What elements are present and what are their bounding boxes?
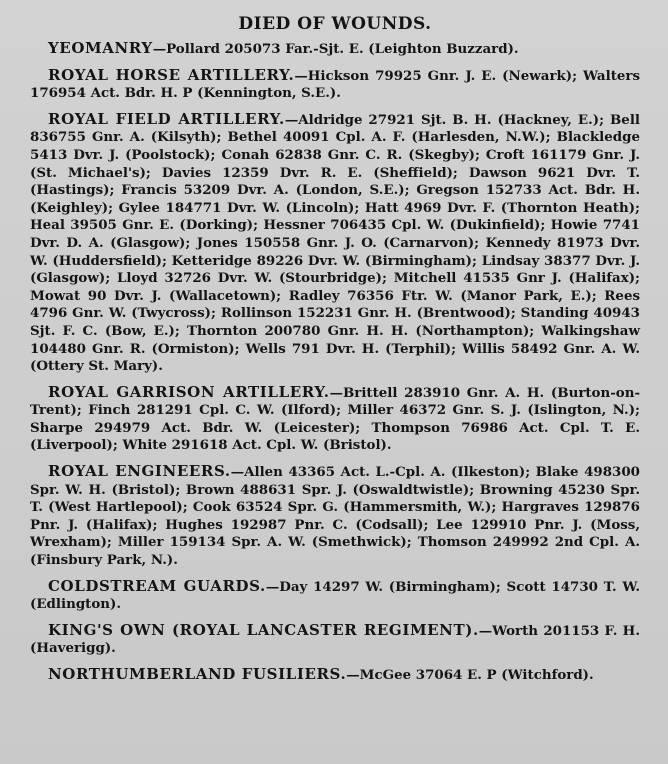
entry-yeomanry bbox=[30, 40, 640, 59]
unit-name: ROYAL ENGINEERS. bbox=[48, 462, 231, 481]
entry-royal-garrison-artillery bbox=[30, 384, 640, 455]
casualty-list: —Pollard 205073 Far.-Sjt. E. (Leighton Buzzard). bbox=[152, 41, 519, 57]
entry-coldstream-guards bbox=[30, 578, 640, 614]
casualty-list: —Worth 201153 F. H. (Haverigg). bbox=[30, 622, 640, 657]
unit-name: YEOMANRY bbox=[48, 39, 153, 57]
section-heading: DIED OF WOUNDS. bbox=[238, 14, 432, 34]
casualty-list: —Allen 43365 Act. L.-Cpl. A. (Ilkeston); Blake 498300 Spr. W. H. (Bristol); Brown 488631 Spr. J. (Oswaldtwistle); Browning 45230 Spr. T. (West Hartlepool); Cook 63524 Spr. G. (Hammersmith, W.); Hargraves 129876 Pnr. J. (Halifax); Hughes 192987 Pnr. C. (Codsall); Lee 129910 Pnr. J. (Moss, Wrexham); Miller 159134 Spr. A. W. (Smethwick); Thomson 249992 2nd Cpl. A. (Finsbury Park, N.). bbox=[30, 464, 640, 569]
casualty-list: —Hickson 79925 Gnr. J. E. (Newark); Walters 176954 Act. Bdr. H. P (Kennington, S.E.). bbox=[30, 67, 640, 102]
entry-royal-field-artillery bbox=[30, 111, 640, 376]
casualty-list: —Brittell 283910 Gnr. A. H. (Burton-on-Trent); Finch 281291 Cpl. C. W. (Ilford); Miller 46372 Gnr. S. J. (Islington, N.); Sharpe 294979 Act. Bdr. W. (Leicester); Thompson 76986 Act. Cpl. T. E. (Liverpool); White 291618 Act. Cpl. W. (Bristol). bbox=[30, 384, 641, 454]
unit-name: ROYAL HORSE ARTILLERY. bbox=[48, 65, 295, 84]
casualty-list: —Day 14297 W. (Birmingham); Scott 14730 T. W. (Edlington). bbox=[30, 578, 641, 613]
entry-northumberland-fusiliers bbox=[30, 666, 640, 685]
unit-name: ROYAL FIELD ARTILLERY. bbox=[48, 109, 285, 128]
entry-kings-own-royal-lancaster bbox=[30, 622, 640, 658]
unit-name: KING'S OWN (ROYAL LANCASTER REGIMENT). bbox=[48, 620, 479, 639]
unit-name: NORTHUMBERLAND FUSILIERS. bbox=[48, 665, 347, 683]
unit-name: ROYAL GARRISON ARTILLERY. bbox=[48, 382, 330, 401]
entry-royal-horse-artillery bbox=[30, 67, 640, 103]
unit-name: COLDSTREAM GUARDS. bbox=[48, 576, 266, 595]
entry-royal-engineers bbox=[30, 463, 640, 570]
casualty-list: —Aldridge 27921 Sjt. B. H. (Hackney, E.); Bell 836755 Gnr. A. (Kilsyth); Bethel 40091 Cpl. A. F. (Harlesden, N.W.); Blackledge 5413 Dvr. J. (Poolstock); Conah 62838 Gnr. C. R. (Skegby); Croft 161179 Gnr. J. (St. Michael's); Davies 12359 Dvr. R. E. (Sheffield); Dawson 9621 Dvr. T. (Hastings); Francis 53209 Dvr. A. (London, S.E.); Gregson 152733 Act. Bdr. H. (Keighley); Gylee 184771 Dvr. W. (Lincoln); Hatt 4969 Dvr. F. (Thornton Heath); Heal 39505 Gnr. E. (Dorking); Hessner 706435 Cpl. W. (Dukinfield); Howie 7741 Dvr. D. A. (Glasgow); Jones 150558 Gnr. J. O. (Carnarvon); Kennedy 81973 Dvr. W. (Huddersfield); Ketteridge 89226 Dvr. W. (Birmingham); Lindsay 38377 Dvr. J. (Glasgow); Lloyd 32726 Dvr. W. (Stourbridge); Mitchell 41535 Gnr J. (Halifax); Mowat 90 Dvr. J. (Wallacetown); Radley 76356 Ftr. W. (Manor Park, E.); Rees 4796 Gnr. W. (Twycross); Rollinson 152231 Gnr. H. (Brentwood); Standing 40943 Sjt. F. C. (Bow, E.); Thornton 200780 Gnr. H. H. (Northampton); Walkingshaw 104480 Gnr. R. (Ormiston); Wells 791 Dvr. H. (Terphil); Willis 58492 Gnr. A. W. (Ottery St. Mary). bbox=[30, 111, 640, 375]
casualty-list: —McGee 37064 E. P (Witchford). bbox=[346, 667, 594, 683]
